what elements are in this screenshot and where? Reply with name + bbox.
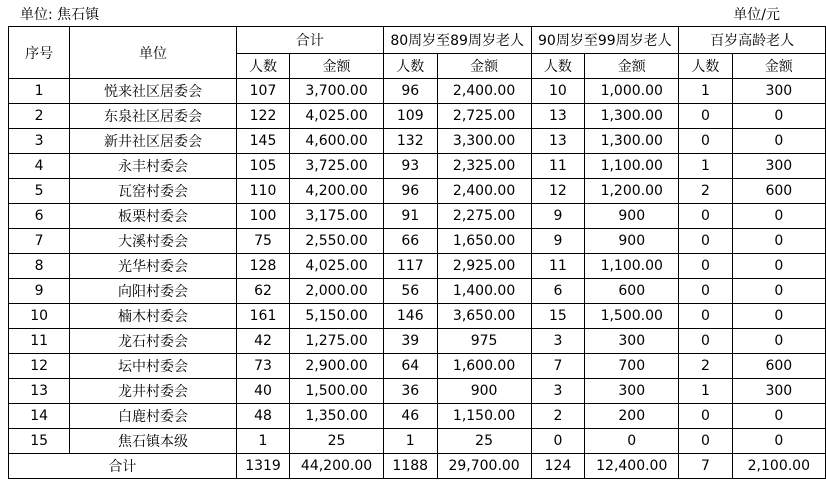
cell-seq: 5 (9, 179, 70, 204)
cell-total-count: 42 (236, 329, 290, 354)
cell-age90-amount: 900 (585, 204, 679, 229)
table-row (9, 229, 826, 254)
cell-age90-count: 13 (531, 104, 585, 129)
cell-age100-amount: 0 (732, 404, 825, 429)
cell-unit: 永丰村委会 (70, 154, 236, 179)
cell-seq: 6 (9, 204, 70, 229)
table-row (9, 304, 826, 329)
cell-age80-amount: 2,275.00 (437, 204, 531, 229)
totals-age80-amount: 29,700.00 (437, 454, 531, 479)
cell-age80-amount: 900 (437, 379, 531, 404)
cell-seq: 3 (9, 129, 70, 154)
cell-age100-count: 0 (679, 129, 732, 154)
cell-age90-count: 9 (531, 229, 585, 254)
cell-total-amount: 3,725.00 (290, 154, 384, 179)
cell-age100-count: 0 (679, 429, 732, 454)
cell-age80-amount: 3,300.00 (437, 129, 531, 154)
cell-age90-count: 0 (531, 429, 585, 454)
cell-age80-count: 46 (383, 404, 437, 429)
cell-age80-amount: 2,725.00 (437, 104, 531, 129)
table-body (9, 79, 826, 454)
table-row (9, 104, 826, 129)
cell-unit: 焦石镇本级 (70, 429, 236, 454)
cell-age100-count: 0 (679, 279, 732, 304)
totals-row (9, 454, 826, 479)
cell-age100-count: 1 (679, 379, 732, 404)
cell-age90-amount: 1,200.00 (585, 179, 679, 204)
cell-age80-count: 146 (383, 304, 437, 329)
cell-total-count: 73 (236, 354, 290, 379)
totals-total-count: 1319 (236, 454, 290, 479)
sheet-header (0, 0, 826, 26)
cell-age80-amount: 2,925.00 (437, 254, 531, 279)
cell-total-amount: 1,275.00 (290, 329, 384, 354)
cell-total-count: 128 (236, 254, 290, 279)
cell-age80-amount: 2,400.00 (437, 179, 531, 204)
cell-age90-count: 3 (531, 379, 585, 404)
header-total-amount: 金额 (290, 54, 384, 79)
cell-age90-amount: 200 (585, 404, 679, 429)
cell-age80-count: 1 (383, 429, 437, 454)
cell-total-count: 122 (236, 104, 290, 129)
cell-age100-amount: 300 (732, 154, 825, 179)
table-footer (9, 454, 826, 479)
cell-age90-count: 7 (531, 354, 585, 379)
cell-seq: 10 (9, 304, 70, 329)
cell-seq: 9 (9, 279, 70, 304)
cell-age90-amount: 0 (585, 429, 679, 454)
cell-age90-amount: 300 (585, 329, 679, 354)
cell-age100-amount: 0 (732, 429, 825, 454)
cell-age80-amount: 975 (437, 329, 531, 354)
cell-total-amount: 4,200.00 (290, 179, 384, 204)
cell-total-count: 40 (236, 379, 290, 404)
cell-age80-count: 39 (383, 329, 437, 354)
totals-age90-amount: 12,400.00 (585, 454, 679, 479)
cell-unit: 坛中村委会 (70, 354, 236, 379)
cell-total-count: 161 (236, 304, 290, 329)
cell-age80-count: 109 (383, 104, 437, 129)
cell-age100-count: 2 (679, 179, 732, 204)
cell-seq: 4 (9, 154, 70, 179)
cell-age100-count: 1 (679, 79, 732, 104)
header-age80-count: 人数 (383, 54, 437, 79)
header-total-count: 人数 (236, 54, 290, 79)
cell-age100-amount: 0 (732, 104, 825, 129)
cell-total-amount: 5,150.00 (290, 304, 384, 329)
cell-age90-count: 6 (531, 279, 585, 304)
cell-age80-amount: 1,400.00 (437, 279, 531, 304)
header-age90-amount: 金额 (585, 54, 679, 79)
unit-label: 单位: 焦石镇 (20, 7, 100, 23)
cell-unit: 龙井村委会 (70, 379, 236, 404)
cell-seq: 14 (9, 404, 70, 429)
cell-unit: 新井社区居委会 (70, 129, 236, 154)
subsidy-table (8, 26, 826, 479)
cell-seq: 15 (9, 429, 70, 454)
cell-seq: 8 (9, 254, 70, 279)
cell-age80-count: 56 (383, 279, 437, 304)
header-age90-group: 90周岁至99周岁老人 (531, 27, 679, 54)
cell-total-amount: 4,025.00 (290, 104, 384, 129)
cell-total-amount: 2,550.00 (290, 229, 384, 254)
cell-age90-amount: 600 (585, 279, 679, 304)
table-row (9, 79, 826, 104)
cell-age80-count: 66 (383, 229, 437, 254)
cell-age80-count: 36 (383, 379, 437, 404)
cell-age100-count: 0 (679, 304, 732, 329)
header-age100-count: 人数 (679, 54, 732, 79)
cell-age80-count: 117 (383, 254, 437, 279)
cell-unit: 悦来社区居委会 (70, 79, 236, 104)
table-row (9, 429, 826, 454)
cell-seq: 7 (9, 229, 70, 254)
table-row (9, 129, 826, 154)
cell-age80-count: 96 (383, 179, 437, 204)
cell-age90-count: 15 (531, 304, 585, 329)
totals-age100-amount: 2,100.00 (732, 454, 825, 479)
header-age80-amount: 金额 (437, 54, 531, 79)
cell-age100-count: 0 (679, 329, 732, 354)
table-row (9, 179, 826, 204)
cell-total-amount: 1,350.00 (290, 404, 384, 429)
cell-age90-count: 11 (531, 154, 585, 179)
cell-age90-count: 9 (531, 204, 585, 229)
cell-total-count: 62 (236, 279, 290, 304)
cell-age80-count: 91 (383, 204, 437, 229)
totals-age80-count: 1188 (383, 454, 437, 479)
cell-age90-count: 3 (531, 329, 585, 354)
cell-age90-amount: 1,500.00 (585, 304, 679, 329)
table-row (9, 404, 826, 429)
totals-age90-count: 124 (531, 454, 585, 479)
cell-unit: 楠木村委会 (70, 304, 236, 329)
cell-seq: 11 (9, 329, 70, 354)
cell-age100-amount: 0 (732, 254, 825, 279)
header-age100-group: 百岁高龄老人 (679, 27, 826, 54)
table-row (9, 354, 826, 379)
table-row (9, 154, 826, 179)
cell-total-count: 110 (236, 179, 290, 204)
totals-label: 合计 (9, 454, 237, 479)
cell-age100-count: 1 (679, 154, 732, 179)
cell-total-amount: 3,175.00 (290, 204, 384, 229)
cell-total-count: 107 (236, 79, 290, 104)
cell-age90-amount: 300 (585, 379, 679, 404)
cell-seq: 1 (9, 79, 70, 104)
cell-unit: 龙石村委会 (70, 329, 236, 354)
cell-age80-amount: 1,150.00 (437, 404, 531, 429)
cell-age80-count: 64 (383, 354, 437, 379)
totals-age100-count: 7 (679, 454, 732, 479)
header-age90-count: 人数 (531, 54, 585, 79)
cell-age100-amount: 300 (732, 79, 825, 104)
table-row (9, 379, 826, 404)
cell-total-count: 75 (236, 229, 290, 254)
cell-age100-amount: 600 (732, 354, 825, 379)
totals-total-amount: 44,200.00 (290, 454, 384, 479)
cell-age100-count: 0 (679, 254, 732, 279)
cell-seq: 2 (9, 104, 70, 129)
cell-age90-count: 11 (531, 254, 585, 279)
cell-unit: 大溪村委会 (70, 229, 236, 254)
cell-seq: 12 (9, 354, 70, 379)
cell-age90-amount: 1,300.00 (585, 104, 679, 129)
cell-age100-count: 0 (679, 229, 732, 254)
cell-unit: 白鹿村委会 (70, 404, 236, 429)
cell-age100-amount: 0 (732, 304, 825, 329)
cell-age100-count: 0 (679, 204, 732, 229)
cell-age80-amount: 25 (437, 429, 531, 454)
cell-age100-amount: 300 (732, 379, 825, 404)
cell-age90-amount: 1,100.00 (585, 154, 679, 179)
cell-total-amount: 4,600.00 (290, 129, 384, 154)
table-row (9, 254, 826, 279)
cell-total-amount: 1,500.00 (290, 379, 384, 404)
header-group-row (9, 27, 826, 54)
cell-total-amount: 4,025.00 (290, 254, 384, 279)
cell-total-amount: 2,900.00 (290, 354, 384, 379)
cell-age80-amount: 3,650.00 (437, 304, 531, 329)
table-row (9, 329, 826, 354)
cell-total-count: 100 (236, 204, 290, 229)
cell-total-amount: 3,700.00 (290, 79, 384, 104)
currency-label: 单位/元 (733, 7, 780, 23)
cell-age90-amount: 1,300.00 (585, 129, 679, 154)
table-row (9, 279, 826, 304)
cell-age100-amount: 0 (732, 129, 825, 154)
table-header (9, 27, 826, 79)
cell-total-count: 48 (236, 404, 290, 429)
cell-age90-amount: 1,100.00 (585, 254, 679, 279)
cell-age100-amount: 0 (732, 229, 825, 254)
header-seq: 序号 (9, 27, 70, 79)
cell-total-count: 1 (236, 429, 290, 454)
cell-age100-count: 0 (679, 104, 732, 129)
cell-age90-amount: 700 (585, 354, 679, 379)
cell-unit: 瓦窑村委会 (70, 179, 236, 204)
cell-age80-count: 93 (383, 154, 437, 179)
cell-age100-count: 2 (679, 354, 732, 379)
cell-age90-count: 10 (531, 79, 585, 104)
cell-unit: 板栗村委会 (70, 204, 236, 229)
cell-age80-amount: 1,600.00 (437, 354, 531, 379)
header-unit: 单位 (70, 27, 236, 79)
header-total-group: 合计 (236, 27, 383, 54)
cell-unit: 向阳村委会 (70, 279, 236, 304)
cell-age100-count: 0 (679, 404, 732, 429)
cell-age90-count: 2 (531, 404, 585, 429)
cell-total-amount: 2,000.00 (290, 279, 384, 304)
header-age80-group: 80周岁至89周岁老人 (383, 27, 531, 54)
cell-total-amount: 25 (290, 429, 384, 454)
cell-unit: 光华村委会 (70, 254, 236, 279)
cell-age100-amount: 0 (732, 204, 825, 229)
cell-age100-amount: 0 (732, 329, 825, 354)
cell-age90-count: 12 (531, 179, 585, 204)
header-age100-amount: 金额 (732, 54, 825, 79)
cell-age90-amount: 1,000.00 (585, 79, 679, 104)
cell-age90-count: 13 (531, 129, 585, 154)
cell-age80-amount: 1,650.00 (437, 229, 531, 254)
cell-age80-amount: 2,325.00 (437, 154, 531, 179)
cell-age100-amount: 600 (732, 179, 825, 204)
cell-total-count: 105 (236, 154, 290, 179)
cell-age100-amount: 0 (732, 279, 825, 304)
cell-unit: 东泉社区居委会 (70, 104, 236, 129)
cell-seq: 13 (9, 379, 70, 404)
table-row (9, 204, 826, 229)
cell-age80-count: 96 (383, 79, 437, 104)
cell-age90-amount: 900 (585, 229, 679, 254)
cell-total-count: 145 (236, 129, 290, 154)
cell-age80-amount: 2,400.00 (437, 79, 531, 104)
cell-age80-count: 132 (383, 129, 437, 154)
